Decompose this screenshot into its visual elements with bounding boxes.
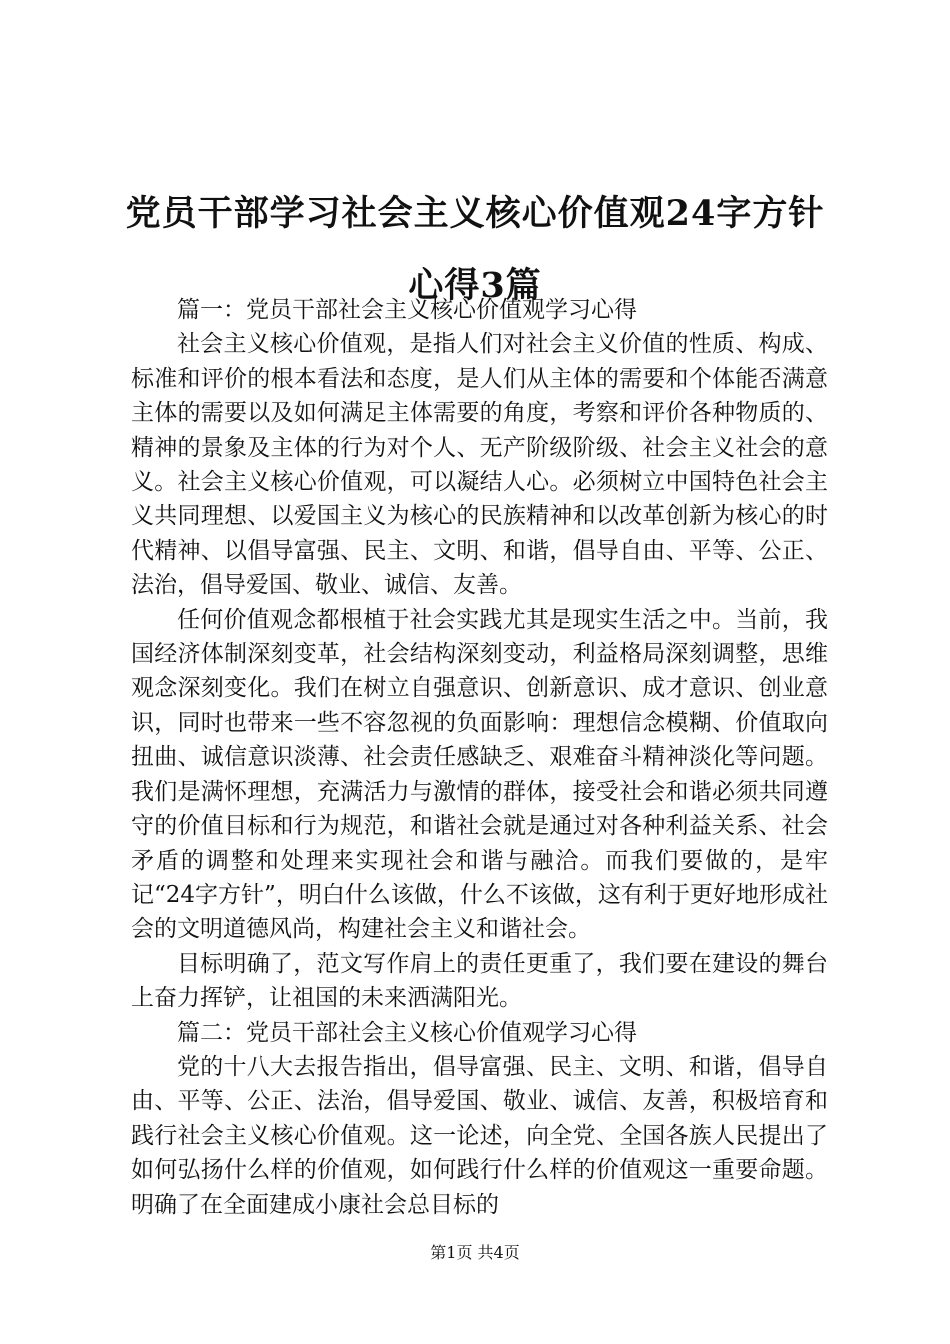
paragraph: 党的十八大去报告指出，倡导富强、民主、文明、和谐，倡导自由、平等、公正、法治，倡导爱国、敬业、诚信、友善，积极培育和践行社会主义核心价值观。这一论述，向全党、全国各族人民提出了如何弘扬什么样的价值观，如何践行什么样的价值观这一重要命题。明确了在全面建成小康社会总目标的	[131, 1053, 828, 1218]
document-title: 党员干部学习社会主义核心价值观24字方针心得3篇	[125, 193, 825, 306]
section-heading-1: 篇一：党员干部社会主义核心价值观学习心得	[177, 297, 637, 323]
section-heading-2: 篇二：党员干部社会主义核心价值观学习心得	[177, 1019, 637, 1046]
page-footer: 第1页 共4页	[430, 1243, 520, 1262]
paragraph: 目标明确了，范文写作肩上的责任更重了，我们要在建设的舞台上奋力挥铲，让祖国的未来洒满阳光。	[131, 950, 828, 1012]
paragraph: 社会主义核心价值观，是指人们对社会主义价值的性质、构成、标准和评价的根本看法和态度，是人们从主体的需要和个体能否满意主体的需要以及如何满足主体需要的角度，考察和评价各种物质的、精神的景象及主体的行为对个人、无产阶级阶级、社会主义社会的意义。社会主义核心价值观，可以凝结人心。必须树立中国特色社会主义共同理想、以爱国主义为核心的民族精神和以改革创新为核心的时代精神、以倡导富强、民主、文明、和谐，倡导自由、平等、公正、法治，倡导爱国、敬业、诚信、友善。	[131, 331, 828, 599]
document-body	[131, 293, 828, 1222]
paragraph: 任何价值观念都根植于社会实践尤其是现实生活之中。当前，我国经济体制深刻变革，社会结构深刻变动，利益格局深刻调整，思维观念深刻变化。我们在树立自强意识、创新意识、成才意识、创业意识，同时也带来一些不容忽视的负面影响：理想信念模糊、价值取向扭曲、诚信意识淡薄、社会责任感缺乏、艰难奋斗精神淡化等问题。我们是满怀理想，充满活力与激情的群体，接受社会和谐必须共同遵守的价值目标和行为规范，和谐社会就是通过对各种利益关系、社会矛盾的调整和处理来实现社会和谐与融洽。而我们要做的，是牢记“24字方针”，明白什么该做，什么不该做，这有利于更好地形成社会的文明道德风尚，构建社会主义和谐社会。	[131, 606, 828, 943]
